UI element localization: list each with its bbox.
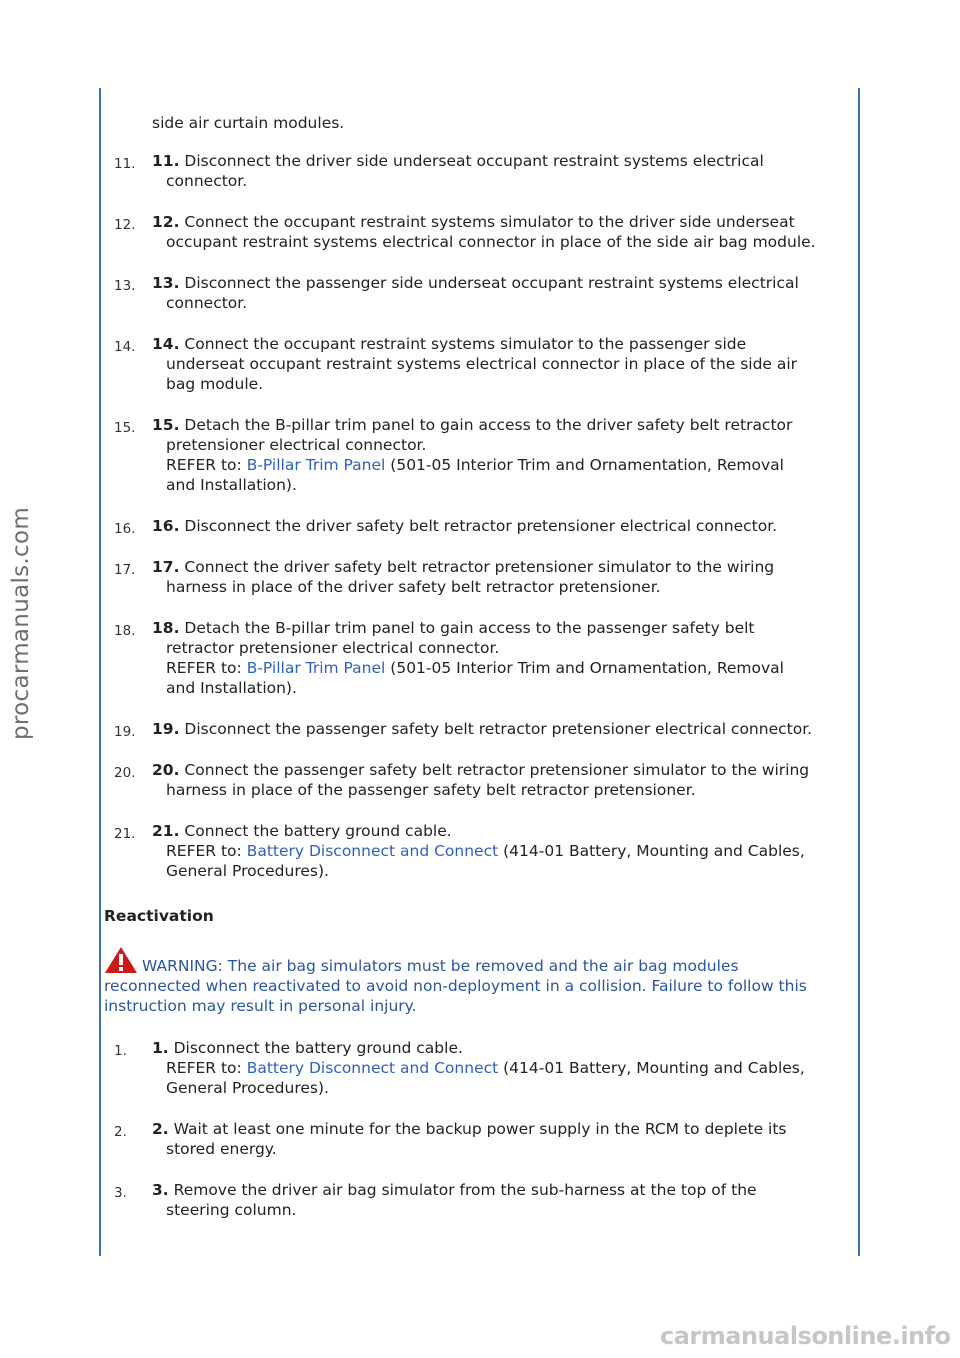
step-lead-number: 20. [152, 761, 180, 779]
warning-triangle-icon [104, 946, 138, 974]
section-heading: Reactivation [104, 907, 214, 925]
side-watermark: procarmanuals.com [8, 506, 34, 740]
step-text: Detach the B-pillar trim panel to gain access to the passenger safety belt [179, 619, 755, 637]
step-text: Disconnect the battery ground cable. [168, 1039, 463, 1057]
step-number: 16. [114, 521, 136, 537]
step-text: Wait at least one minute for the backup power supply in the RCM to deplete its [168, 1120, 787, 1138]
refer-suffix: (501-05 Interior Trim and Ornamentation, Removal [385, 456, 784, 474]
refer-prefix: REFER to: [166, 1059, 247, 1077]
step-text-line: underseat occupant restraint systems electrical connector in place of the side air [166, 355, 798, 373]
right-margin-rule [858, 88, 860, 1256]
refer-suffix: (414-01 Battery, Mounting and Cables, [498, 1059, 805, 1077]
refer-link[interactable]: Battery Disconnect and Connect [246, 842, 499, 860]
step-number: 15. [114, 420, 136, 436]
step-lead-number: 2. [152, 1120, 169, 1138]
warning-line-1: WARNING: The air bag simulators must be removed and the air bag modules [142, 957, 739, 975]
step-text: Connect the occupant restraint systems simulator to the driver side underseat [179, 213, 795, 231]
step-text-line: connector. [166, 172, 248, 190]
procedure-step [104, 557, 846, 597]
step-text: Disconnect the driver side underseat occupant restraint systems electrical [179, 152, 764, 170]
step-number: 1. [114, 1043, 127, 1059]
steps-list-b [104, 1038, 846, 1220]
step-text: Remove the driver air bag simulator from the sub-harness at the top of the [168, 1181, 757, 1199]
step-text: Connect the driver safety belt retractor pretensioner simulator to the wiring [179, 558, 775, 576]
procedure-step [104, 618, 846, 698]
refer-line [166, 658, 846, 678]
refer-tail: and Installation). [166, 679, 297, 697]
step-number: 17. [114, 562, 136, 578]
step-number: 18. [114, 623, 136, 639]
step-number: 3. [114, 1185, 127, 1201]
procedure-step [104, 1119, 846, 1159]
step-lead-number: 13. [152, 274, 180, 292]
refer-prefix: REFER to: [166, 456, 247, 474]
step-lead-number: 14. [152, 335, 180, 353]
refer-suffix: (414-01 Battery, Mounting and Cables, [498, 842, 805, 860]
refer-suffix: (501-05 Interior Trim and Ornamentation, Removal [385, 659, 784, 677]
left-margin-rule [99, 88, 101, 1256]
warning-block [104, 946, 846, 1016]
step-text-line: occupant restraint systems electrical connector in place of the side air bag module. [166, 233, 816, 251]
step-number: 19. [114, 724, 136, 740]
refer-link[interactable]: B-Pillar Trim Panel [246, 456, 386, 474]
step-number: 20. [114, 765, 136, 781]
step-text-line: bag module. [166, 375, 264, 393]
step-lead-number: 19. [152, 720, 180, 738]
step-text-line: pretensioner electrical connector. [166, 436, 427, 454]
step-number: 14. [114, 339, 136, 355]
procedure-step [104, 334, 846, 394]
step-text: Disconnect the passenger safety belt retractor pretensioner electrical connector. [179, 720, 813, 738]
step-text: Connect the battery ground cable. [179, 822, 452, 840]
document-body [104, 113, 846, 1241]
step-text: Connect the passenger safety belt retractor pretensioner simulator to the wiring [179, 761, 810, 779]
continuation-text: side air curtain modules. [152, 114, 345, 132]
refer-line [166, 455, 846, 475]
refer-line [166, 841, 846, 861]
procedure-step [104, 719, 846, 739]
refer-tail: and Installation). [166, 476, 297, 494]
procedure-step [104, 821, 846, 881]
step-lead-number: 18. [152, 619, 180, 637]
warning-line-2: reconnected when reactivated to avoid non-deployment in a collision. Failure to follow this [104, 977, 807, 995]
step-text-line: stored energy. [166, 1140, 277, 1158]
step-text-line: steering column. [166, 1201, 297, 1219]
refer-line [166, 1058, 846, 1078]
step-number: 11. [114, 156, 136, 172]
refer-tail: General Procedures). [166, 862, 329, 880]
refer-prefix: REFER to: [166, 659, 247, 677]
step-lead-number: 1. [152, 1039, 169, 1057]
step-lead-number: 21. [152, 822, 180, 840]
step-lead-number: 15. [152, 416, 180, 434]
step-lead-number: 12. [152, 213, 180, 231]
warning-line-3: instruction may result in personal injury. [104, 997, 417, 1015]
procedure-step [104, 760, 846, 800]
procedure-step [104, 415, 846, 495]
step-number: 12. [114, 217, 136, 233]
step-number: 21. [114, 826, 136, 842]
step-text: Disconnect the passenger side underseat occupant restraint systems electrical [179, 274, 799, 292]
step-text-line: harness in place of the passenger safety belt retractor pretensioner. [166, 781, 696, 799]
procedure-step [104, 151, 846, 191]
step-text: Disconnect the driver safety belt retractor pretensioner electrical connector. [179, 517, 778, 535]
step-lead-number: 11. [152, 152, 180, 170]
step-text: Connect the occupant restraint systems simulator to the passenger side [179, 335, 747, 353]
refer-link[interactable]: Battery Disconnect and Connect [246, 1059, 499, 1077]
procedure-step [104, 1038, 846, 1098]
procedure-step [104, 516, 846, 536]
procedure-step [104, 1180, 846, 1220]
step-text-line: connector. [166, 294, 248, 312]
step-text: Detach the B-pillar trim panel to gain access to the driver safety belt retractor [179, 416, 793, 434]
step-number: 13. [114, 278, 136, 294]
step-lead-number: 3. [152, 1181, 169, 1199]
refer-link[interactable]: B-Pillar Trim Panel [246, 659, 386, 677]
steps-list-a [104, 151, 846, 881]
step-number: 2. [114, 1124, 127, 1140]
bottom-watermark: carmanualsonline.info [660, 1322, 951, 1350]
refer-tail: General Procedures). [166, 1079, 329, 1097]
procedure-step [104, 212, 846, 252]
step-lead-number: 16. [152, 517, 180, 535]
step-lead-number: 17. [152, 558, 180, 576]
step-text-line: harness in place of the driver safety belt retractor pretensioner. [166, 578, 661, 596]
step-text-line: retractor pretensioner electrical connector. [166, 639, 500, 657]
procedure-step [104, 273, 846, 313]
refer-prefix: REFER to: [166, 842, 247, 860]
